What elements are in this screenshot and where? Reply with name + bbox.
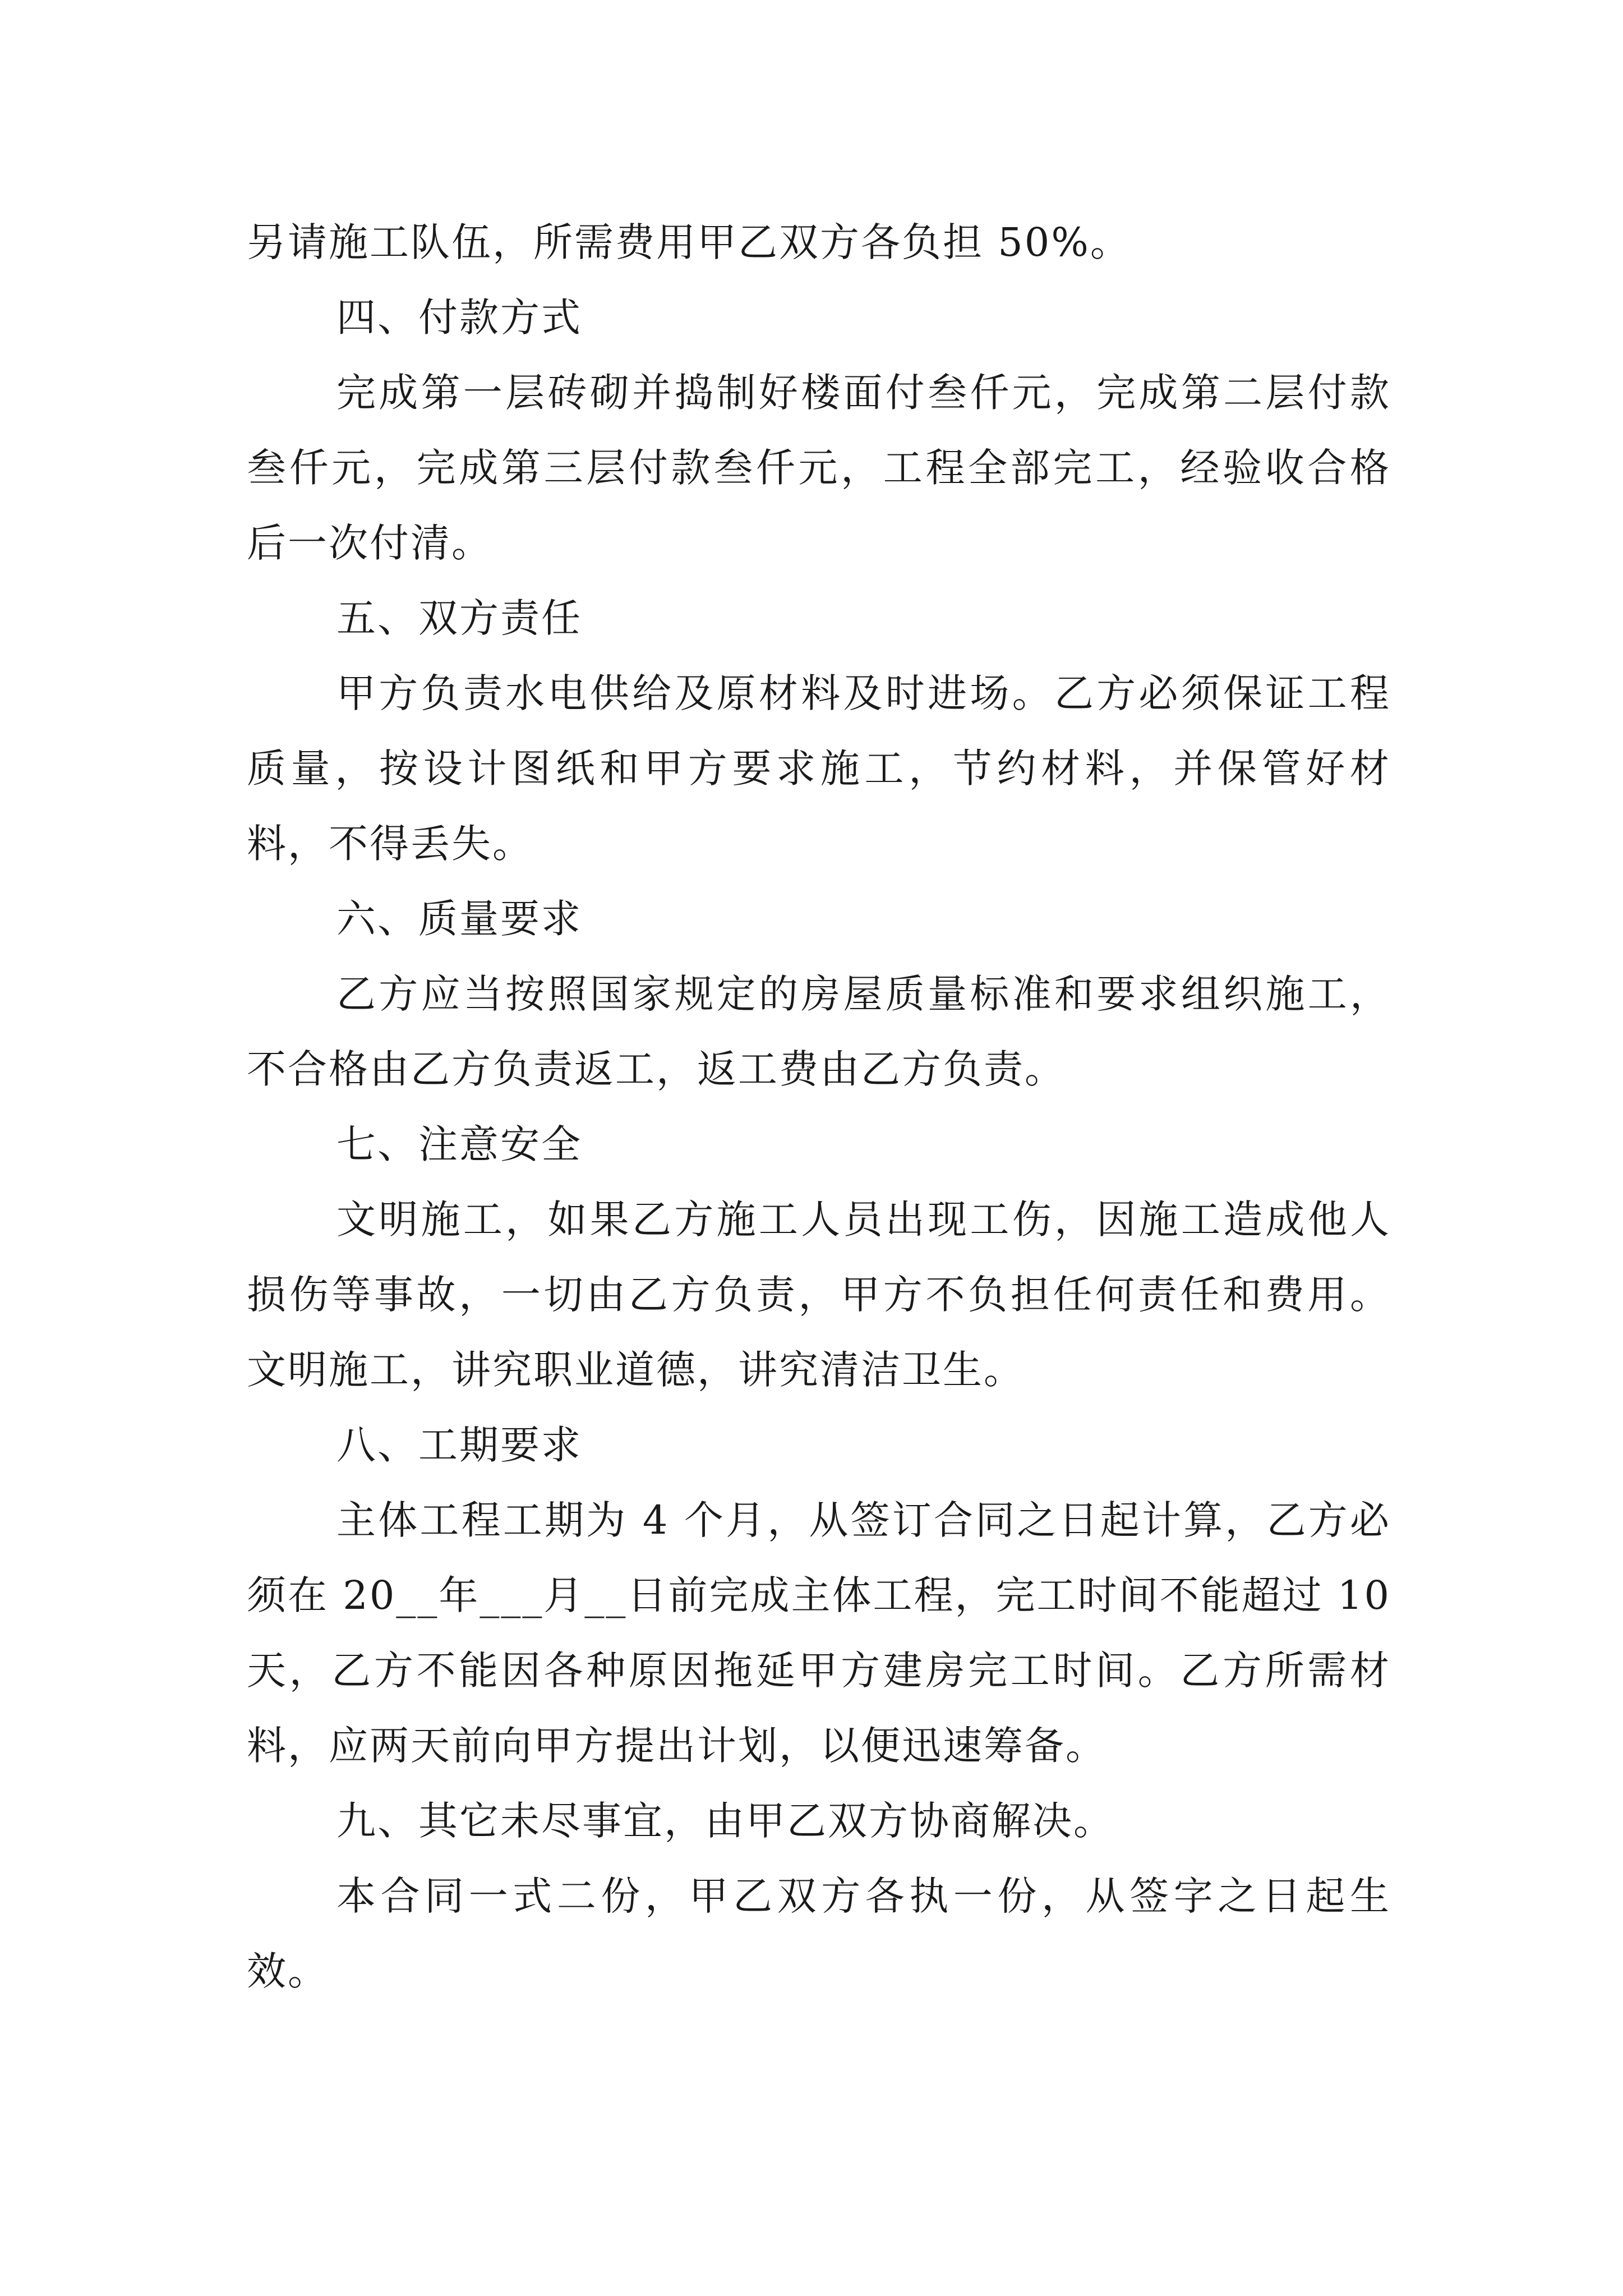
contract-body [247, 205, 1391, 2009]
section-heading-payment-method: 四、付款方式 [336, 295, 582, 341]
paragraph-quality: 乙方应当按照国家规定的房屋质量标准和要求组织施工，不合格由乙方负责返工，返工费由乙方负责。 [247, 971, 1391, 1092]
section-heading-other-matters: 九、其它未尽事宜，由甲乙双方协商解决。 [336, 1798, 1114, 1844]
paragraph-safety: 文明施工，如果乙方施工人员出现工伤，因施工造成他人损伤等事故，一切由乙方负责，甲方不负担任何责任和费用。文明施工，讲究职业道德，讲究清洁卫生。 [247, 1197, 1391, 1393]
paragraph-payment-terms: 完成第一层砖砌并捣制好楼面付叁仟元，完成第二层付款叁仟元，完成第三层付款叁仟元，工程全部完工，经验收合格后一次付清。 [247, 370, 1391, 566]
paragraph-schedule: 主体工程工期为 4 个月，从签订合同之日起计算，乙方必须在 20__年___月__日前完成主体工程，完工时间不能超过 10 天，乙方不能因各种原因拖延甲方建房完工时间。乙方所需材料，应两天前向甲方提出计划，以便迅速筹备。 [247, 1497, 1391, 1769]
paragraph-responsibilities: 甲方负责水电供给及原材料及时进场。乙方必须保证工程质量，按设计图纸和甲方要求施工，节约材料，并保管好材料，不得丢失。 [247, 670, 1391, 867]
section-heading-safety: 七、注意安全 [336, 1121, 582, 1167]
section-heading-responsibilities: 五、双方责任 [336, 595, 582, 641]
section-heading-schedule: 八、工期要求 [336, 1422, 582, 1468]
paragraph-continued-cost-sharing: 另请施工队伍，所需费用甲乙双方各负担 50%。 [247, 219, 1131, 265]
section-heading-quality: 六、质量要求 [336, 896, 582, 942]
paragraph-copies-effective: 本合同一式二份，甲乙双方各执一份，从签字之日起生效。 [247, 1873, 1391, 1994]
